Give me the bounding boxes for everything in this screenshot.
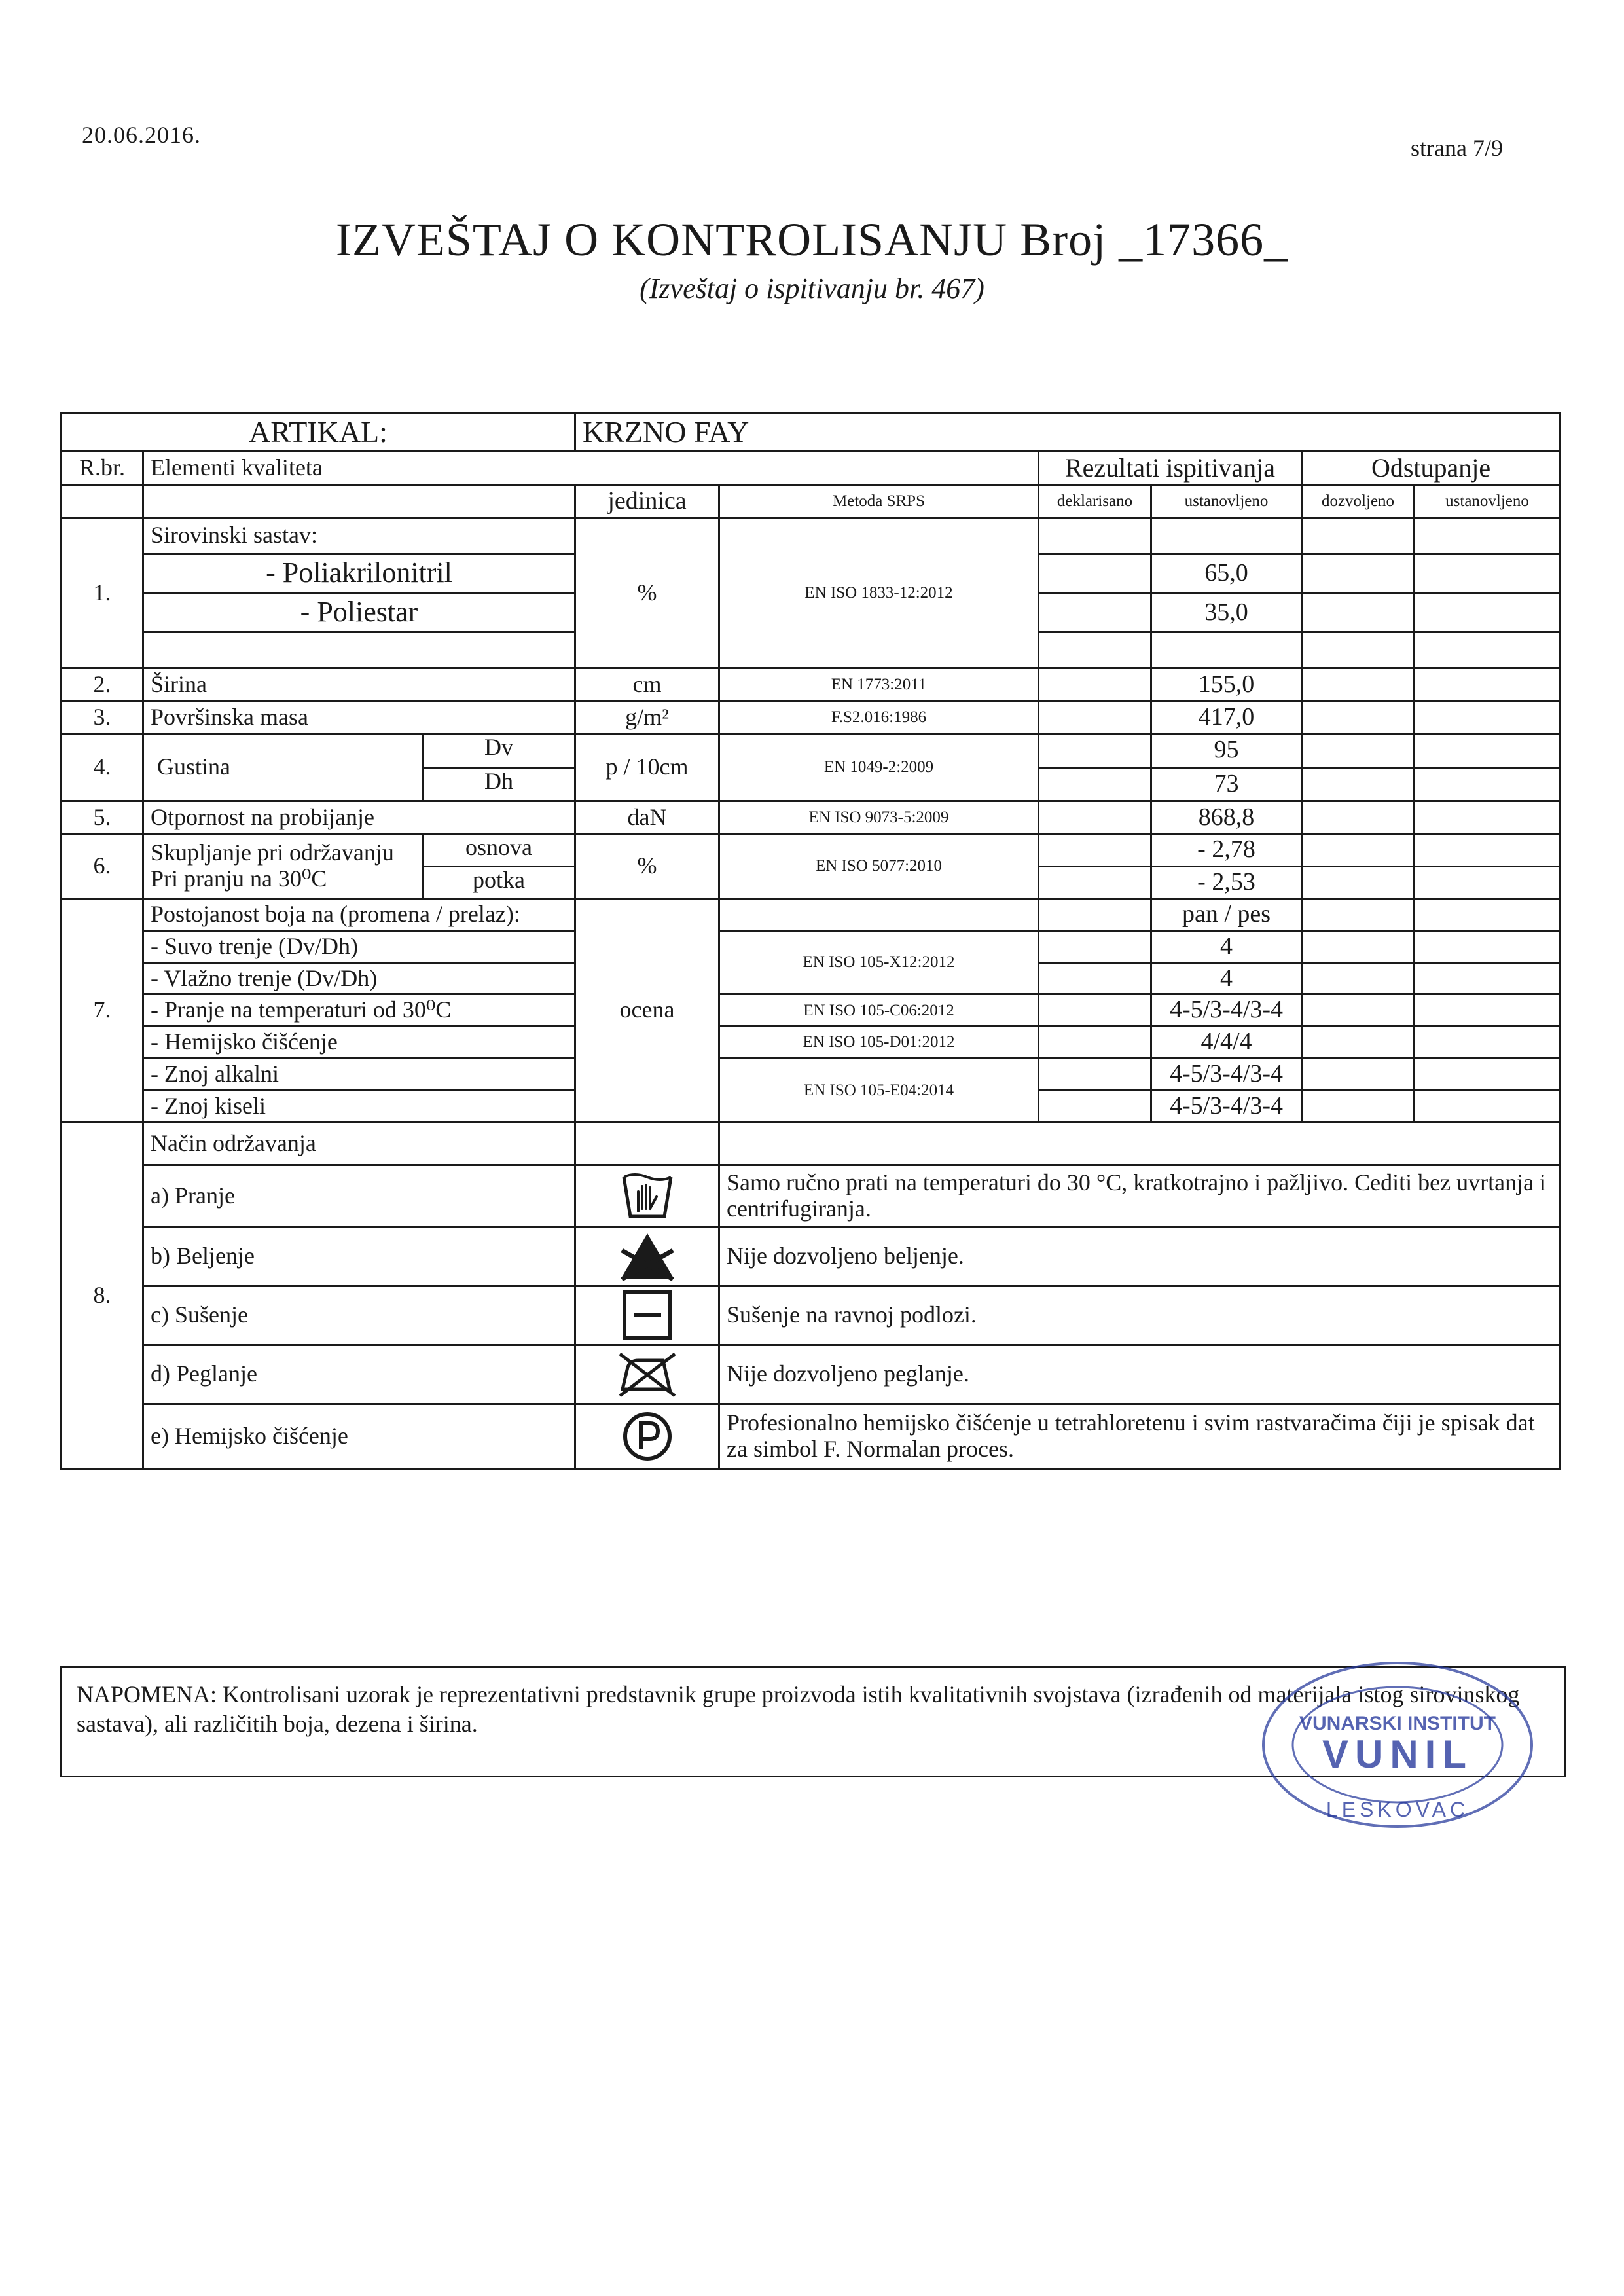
row-8-item-e-text: Profesionalno hemijsko čišćenje u tetrahloretenu i svim rastvaračima čiji je spisak dat za simbol F. Normalan proces. bbox=[719, 1404, 1561, 1469]
row-7-item-3 bbox=[62, 994, 1561, 1027]
institute-stamp bbox=[1257, 1656, 1538, 1833]
row-7-method-znoj: EN ISO 105-E04:2014 bbox=[719, 1058, 1039, 1122]
row-3-value: 417,0 bbox=[1151, 701, 1302, 734]
stamp-line-2: VUNIL bbox=[1322, 1732, 1473, 1776]
row-8-item-a bbox=[62, 1165, 1561, 1227]
row-7-label: Postojanost boja na (promena / prelaz): bbox=[143, 899, 575, 931]
row-8-item-c-label: c) Sušenje bbox=[143, 1286, 575, 1345]
row-7-item-2-label: - Vlažno trenje (Dv/Dh) bbox=[143, 962, 575, 994]
col-jedinica: jedinica bbox=[575, 485, 719, 518]
row-2-number: 2. bbox=[62, 668, 143, 701]
col-odstupanje: Odstupanje bbox=[1302, 452, 1561, 485]
row-8-item-d bbox=[62, 1345, 1561, 1404]
row-8-item-b bbox=[62, 1227, 1561, 1286]
row-6-label-2: Pri pranju na 30⁰C bbox=[151, 866, 327, 892]
row-2-unit: cm bbox=[575, 668, 719, 701]
row-8-item-d-text: Nije dozvoljeno peglanje. bbox=[719, 1345, 1561, 1404]
row-8-item-b-text: Nije dozvoljeno beljenje. bbox=[719, 1227, 1561, 1286]
row-1-header bbox=[62, 518, 1561, 554]
row-5-number: 5. bbox=[62, 801, 143, 834]
col-rezultati: Rezultati ispitivanja bbox=[1039, 452, 1302, 485]
row-7-item-1 bbox=[62, 930, 1561, 962]
row-3-method: F.S2.016:1986 bbox=[719, 701, 1039, 734]
quality-report-table bbox=[60, 412, 1561, 1470]
row-7-item-4-label: - Hemijsko čišćenje bbox=[143, 1027, 575, 1059]
row-1-number: 1. bbox=[62, 518, 143, 668]
row-8-number: 8. bbox=[62, 1122, 143, 1469]
stamp-line-1: VUNARSKI INSTITUT bbox=[1299, 1713, 1496, 1734]
row-6-value-2: - 2,53 bbox=[1151, 866, 1302, 899]
row-7-item-5 bbox=[62, 1058, 1561, 1090]
row-8-item-a-text: Samo ručno prati na temperaturi do 30 °C, kratkotrajno i pažljivo. Cediti bez uvrtanja i centrifugiranja. bbox=[719, 1165, 1561, 1227]
row-7-header-value: pan / pes bbox=[1151, 899, 1302, 931]
row-1-item-1-label: - Poliakrilonitril bbox=[143, 554, 575, 593]
col-rbr: R.br. bbox=[62, 452, 143, 485]
row-3-unit: g/m² bbox=[575, 701, 719, 734]
row-7-item-3-label: - Pranje na temperaturi od 30⁰C bbox=[143, 994, 575, 1027]
stamp-line-3: LESKOVAC bbox=[1326, 1798, 1470, 1821]
row-4-sub-dh: Dh bbox=[484, 767, 513, 794]
col-ustanovljeno: ustanovljeno bbox=[1151, 485, 1302, 518]
header-row-2 bbox=[62, 485, 1561, 518]
row-8-item-e-label: e) Hemijsko čišćenje bbox=[143, 1404, 575, 1469]
row-8-item-d-label: d) Peglanje bbox=[143, 1345, 575, 1404]
row-4-number: 4. bbox=[62, 734, 143, 801]
row-8-item-b-label: b) Beljenje bbox=[143, 1227, 575, 1286]
empty-cell bbox=[143, 485, 575, 518]
row-8-label: Način održavanja bbox=[143, 1122, 575, 1165]
row-5 bbox=[62, 801, 1561, 834]
page-number: strana 7/9 bbox=[1411, 135, 1503, 161]
row-3 bbox=[62, 701, 1561, 734]
row-7-item-1-label: - Suvo trenje (Dv/Dh) bbox=[143, 930, 575, 962]
hand-wash-icon bbox=[621, 1171, 674, 1222]
row-5-method: EN ISO 9073-5:2009 bbox=[719, 801, 1039, 834]
row-2 bbox=[62, 668, 1561, 701]
row-7-item-5-label: - Znoj alkalni bbox=[143, 1058, 575, 1090]
row-8-item-a-label: a) Pranje bbox=[143, 1165, 575, 1227]
row-7-item-1-value: 4 bbox=[1151, 930, 1302, 962]
row-7-item-5-value: 4-5/3-4/3-4 bbox=[1151, 1058, 1302, 1090]
row-6-unit: % bbox=[575, 834, 719, 899]
dry-flat-icon bbox=[622, 1290, 673, 1341]
artikal-row bbox=[62, 414, 1561, 452]
no-bleach-icon bbox=[618, 1231, 677, 1282]
row-7-item-6-value: 4-5/3-4/3-4 bbox=[1151, 1090, 1302, 1122]
col-elementi: Elementi kvaliteta bbox=[143, 452, 1039, 485]
row-4-method: EN 1049-2:2009 bbox=[719, 734, 1039, 801]
col-dozvoljeno: dozvoljeno bbox=[1302, 485, 1415, 518]
row-5-value: 868,8 bbox=[1151, 801, 1302, 834]
row-7-item-3-value: 4-5/3-4/3-4 bbox=[1151, 994, 1302, 1027]
row-2-label: Širina bbox=[143, 668, 575, 701]
note-box: NAPOMENA: Kontrolisani uzorak je reprezentativni predstavnik grupe proizvoda istih kvalitativnih svojstava (izrađenih od materijala istog sirovinskog sastava), ali različitih boja, dezena i širina. bbox=[60, 1666, 1566, 1777]
row-6-value-1: - 2,78 bbox=[1151, 834, 1302, 867]
row-7-item-2-value: 4 bbox=[1151, 962, 1302, 994]
no-iron-icon bbox=[616, 1350, 679, 1398]
row-2-value: 155,0 bbox=[1151, 668, 1302, 701]
row-8-item-c bbox=[62, 1286, 1561, 1345]
row-1-label: Sirovinski sastav: bbox=[143, 518, 575, 554]
row-4-label: Gustina bbox=[157, 754, 230, 780]
row-8-header bbox=[62, 1122, 1561, 1165]
report-title: IZVEŠTAJ O KONTROLISANJU Broj _17366_ bbox=[335, 213, 1289, 266]
row-6-number: 6. bbox=[62, 834, 143, 899]
artikal-label: ARTIKAL: bbox=[62, 414, 575, 452]
report-subtitle: (Izveštaj o ispitivanju br. 467) bbox=[640, 272, 984, 304]
row-6-sub-potka: potka bbox=[473, 866, 525, 893]
row-4-unit: p / 10cm bbox=[575, 734, 719, 801]
row-8-item-c-text: Sušenje na ravnoj podlozi. bbox=[719, 1286, 1561, 1345]
row-6-a bbox=[62, 834, 1561, 867]
row-7-item-6-label: - Znoj kiseli bbox=[143, 1090, 575, 1122]
row-3-number: 3. bbox=[62, 701, 143, 734]
row-6-method: EN ISO 5077:2010 bbox=[719, 834, 1039, 899]
empty-cell bbox=[62, 485, 143, 518]
row-5-label: Otpornost na probijanje bbox=[143, 801, 575, 834]
artikal-value: KRZNO FAY bbox=[575, 414, 1561, 452]
row-7-item-4-value: 4/4/4 bbox=[1151, 1027, 1302, 1059]
row-3-label: Površinska masa bbox=[143, 701, 575, 734]
row-4-value-1: 95 bbox=[1151, 734, 1302, 768]
row-7-item-3-method: EN ISO 105-C06:2012 bbox=[719, 994, 1039, 1027]
row-1-method: EN ISO 1833-12:2012 bbox=[719, 518, 1039, 668]
report-date: 20.06.2016. bbox=[82, 122, 201, 148]
row-4-a bbox=[62, 734, 1561, 768]
row-1-item-1-value: 65,0 bbox=[1151, 554, 1302, 593]
row-7-method-trenje: EN ISO 105-X12:2012 bbox=[719, 930, 1039, 994]
row-7-item-4-method: EN ISO 105-D01:2012 bbox=[719, 1027, 1039, 1059]
row-7-number: 7. bbox=[62, 899, 143, 1123]
row-7-unit: ocena bbox=[575, 899, 719, 1123]
row-6-label-1: Skupljanje pri održavanju bbox=[151, 839, 394, 866]
row-7-item-4 bbox=[62, 1027, 1561, 1059]
col-deklarisano: deklarisano bbox=[1039, 485, 1151, 518]
row-1-unit: % bbox=[575, 518, 719, 668]
row-7-header bbox=[62, 899, 1561, 931]
row-1-item-2-label: - Poliestar bbox=[143, 593, 575, 632]
header-row-1 bbox=[62, 452, 1561, 485]
dry-clean-p-icon bbox=[621, 1410, 674, 1463]
row-1-item-2-value: 35,0 bbox=[1151, 593, 1302, 632]
row-2-method: EN 1773:2011 bbox=[719, 668, 1039, 701]
col-ustanovljeno-2: ustanovljeno bbox=[1415, 485, 1561, 518]
row-8-item-e bbox=[62, 1404, 1561, 1469]
row-4-sub-dv: Dv bbox=[424, 735, 574, 769]
row-4-value-2: 73 bbox=[1151, 767, 1302, 801]
row-5-unit: daN bbox=[575, 801, 719, 834]
col-metoda: Metoda SRPS bbox=[719, 485, 1039, 518]
row-6-sub-osnova: osnova bbox=[424, 835, 574, 867]
